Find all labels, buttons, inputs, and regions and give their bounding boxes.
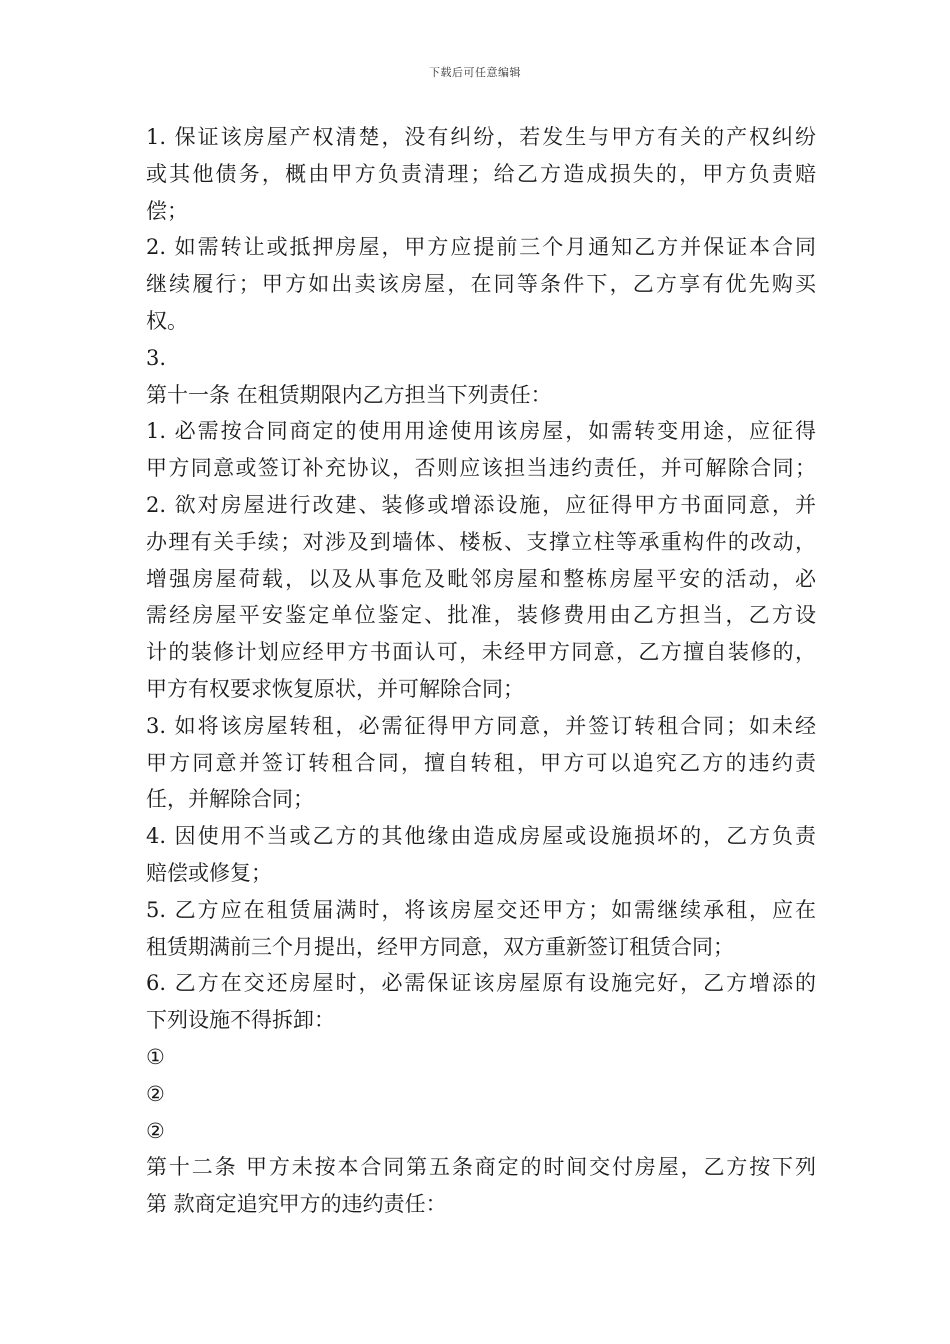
text-line: 办理有关手续；对涉及到墙体、楼板、支撑立柱等承重构件的改动， — [146, 529, 816, 554]
text-line: 增强房屋荷载，以及从事危及毗邻房屋和整栋房屋平安的活动，必 — [146, 566, 816, 591]
text-line: 第十二条 甲方未按本合同第五条商定的时间交付房屋，乙方按下列 — [146, 1155, 816, 1180]
text-line: 计的装修计划应经甲方书面认可，未经甲方同意，乙方擅自装修的， — [146, 640, 816, 665]
text-line: 6. 乙方在交还房屋时，必需保证该房屋原有设施完好，乙方增添的 — [146, 971, 816, 996]
text-line: 偿； — [146, 198, 188, 223]
text-line: 1. 保证该房屋产权清楚，没有纠纷，若发生与甲方有关的产权纠纷 — [146, 125, 816, 149]
text-line: 下列设施不得拆卸： — [146, 1008, 335, 1033]
text-line: 5. 乙方应在租赁届满时，将该房屋交还甲方；如需继续承租，应在 — [146, 897, 816, 922]
text-line: 需经房屋平安鉴定单位鉴定、批准，装修费用由乙方担当，乙方设 — [146, 603, 816, 628]
text-line: 任，并解除合同； — [146, 787, 314, 812]
text-line: ② — [146, 1118, 165, 1143]
text-line: 4. 因使用不当或乙方的其他缘由造成房屋或设施损坏的，乙方负责 — [146, 824, 816, 849]
text-line: 继续履行；甲方如出卖该房屋，在同等条件下，乙方享有优先购买 — [146, 272, 816, 297]
text-line: 租赁期满前三个月提出，经甲方同意，双方重新签订租赁合同； — [146, 934, 734, 959]
text-line: 2. 欲对房屋进行改建、装修或增添设施，应征得甲方书面同意，并 — [146, 492, 816, 517]
text-line: 赔偿或修复； — [146, 860, 272, 885]
text-line: ① — [146, 1044, 165, 1069]
text-line: 2. 如需转让或抵押房屋，甲方应提前三个月通知乙方并保证本合同 — [146, 235, 816, 260]
text-line: 权。 — [146, 308, 188, 333]
text-line: 甲方同意并签订转租合同，擅自转租，甲方可以追究乙方的违约责 — [146, 750, 816, 775]
text-line: 第 款商定追究甲方的违约责任： — [146, 1192, 447, 1217]
text-line: 第十一条 在租赁期限内乙方担当下列责任： — [146, 382, 552, 407]
text-line: 3. 如将该房屋转租，必需征得甲方同意，并签订转租合同；如未经 — [146, 713, 816, 738]
page-header: 下载后可任意编辑 — [429, 66, 521, 79]
document-body — [146, 119, 816, 1223]
text-line: 甲方同意或签订补充协议，否则应该担当违约责任，并可解除合同； — [146, 456, 816, 481]
text-line: 1. 必需按合同商定的使用用途使用该房屋，如需转变用途，应征得 — [146, 419, 816, 444]
text-line: ② — [146, 1081, 165, 1106]
text-line: 3. — [146, 345, 167, 370]
text-line: 甲方有权要求恢复原状，并可解除合同； — [146, 676, 524, 701]
text-line: 或其他债务，概由甲方负责清理；给乙方造成损失的，甲方负责赔 — [146, 161, 816, 186]
